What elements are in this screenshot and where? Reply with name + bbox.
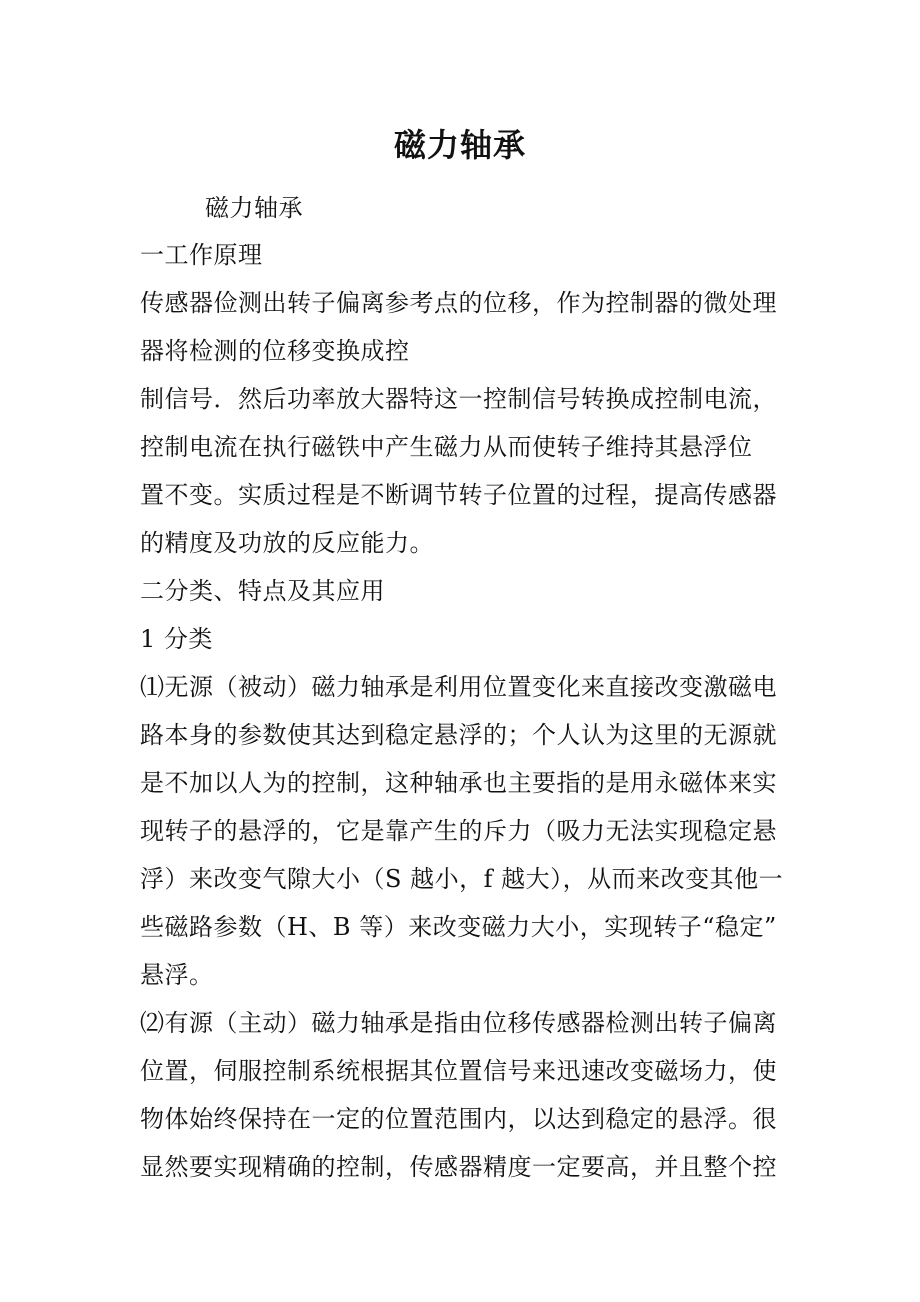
paragraph-line: 现转子的悬浮的，它是靠产生的斥力（吸力无法实现稳定悬 [140, 817, 777, 845]
paragraph-line: 器将检测的位移变换成控 [140, 337, 410, 365]
paragraph-line: 显然要实现精确的控制，传感器精度一定要高，并且整个控 [140, 1153, 777, 1181]
subsection-heading: 1 分类 [140, 625, 213, 653]
paragraph-line: 物体始终保持在一定的位置范围内，以达到稳定的悬浮。很 [140, 1105, 777, 1133]
paragraph-line: 制信号．然后功率放大器特这一控制信号转换成控制电流， [140, 385, 777, 413]
paragraph-line: 是不加以人为的控制，这种轴承也主要指的是用永磁体来实 [140, 769, 777, 797]
paragraph-line: 路本身的参数使其达到稳定悬浮的；个人认为这里的无源就 [140, 721, 777, 749]
paragraph-line: ⑵有源（主动）磁力轴承是指由位移传感器检测出转子偏离 [140, 1009, 777, 1037]
paragraph-line: 控制电流在执行磁铁中产生磁力从而使转子维持其悬浮位 [140, 433, 753, 461]
paragraph-line: 悬浮。 [140, 961, 214, 989]
paragraph-line: 位置，伺服控制系统根据其位置信号来迅速改变磁场力，使 [140, 1057, 777, 1085]
paragraph-line: ⑴无源（被动）磁力轴承是利用位置变化来直接改变激磁电 [140, 673, 777, 701]
paragraph-line: 传感器俭测出转子偏离参考点的位移，作为控制器的微处理 [140, 289, 777, 317]
paragraph-line: 的精度及功放的反应能力。 [140, 529, 434, 557]
paragraph-line: 些磁路参数（H、B 等）来改变磁力大小，实现转子“稳定” [140, 913, 777, 941]
paragraph-line: 浮）来改变气隙大小（S 越小，f 越大），从而来改变其他一 [140, 865, 784, 893]
section-heading-principle: 一工作原理 [140, 241, 263, 269]
document-title: 磁力轴承 [393, 126, 526, 164]
paragraph-line: 置不变。实质过程是不断调节转子位置的过程，提高传感器 [140, 481, 777, 509]
document-subtitle: 磁力轴承 [205, 194, 303, 222]
section-heading-classification: 二分类、特点及其应用 [140, 577, 385, 605]
